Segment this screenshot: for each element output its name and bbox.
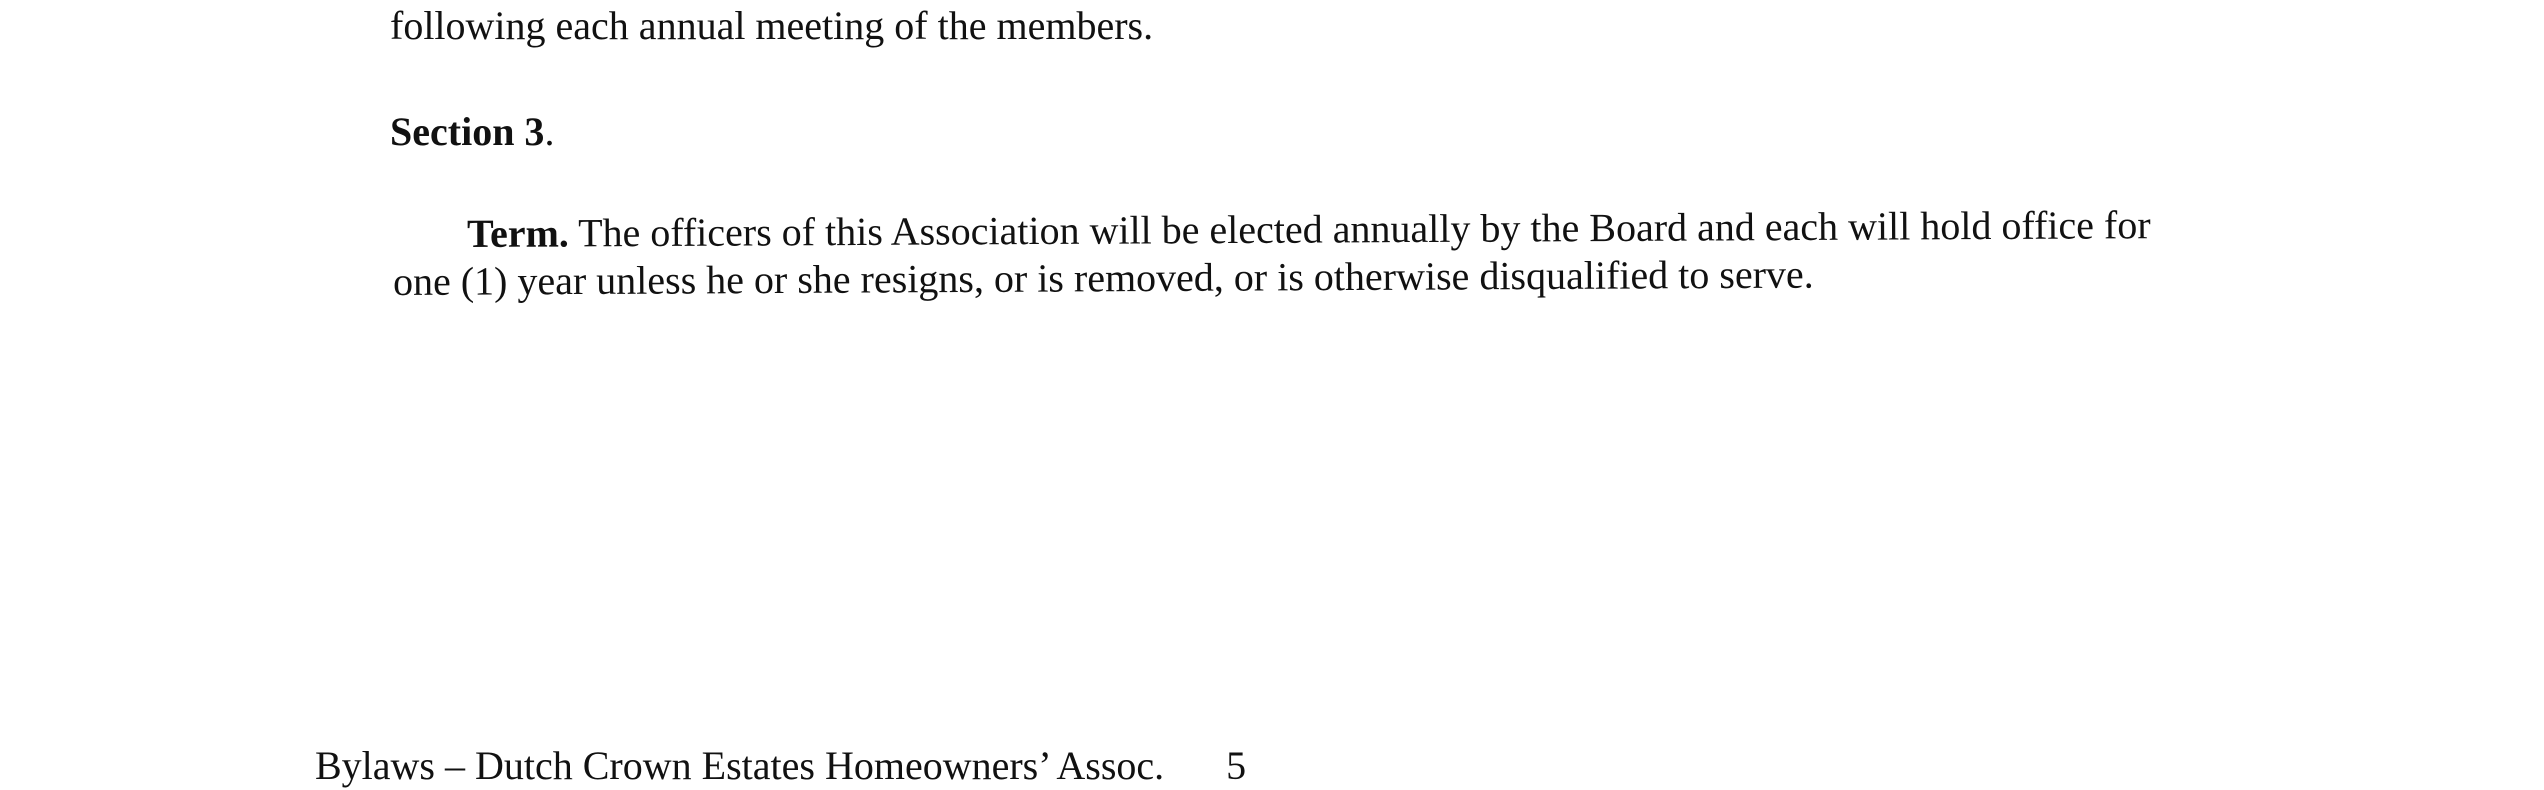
section-heading — [390, 108, 554, 156]
term-text-line-1: The officers of this Association will be elected annually by the Board and each will hold office for — [568, 202, 2151, 256]
section-heading-label: Section 3 — [390, 109, 545, 154]
term-paragraph-line-2: one (1) year unless he or she resigns, or is removed, or is otherwise disqualified to serve. — [392, 251, 1814, 304]
section-heading-period: . — [544, 109, 555, 154]
page-footer — [315, 742, 1246, 790]
continuation-line: following each annual meeting of the members. — [390, 3, 1154, 48]
term-paragraph-line-1 — [467, 201, 2151, 258]
term-lead: Term. — [466, 210, 569, 256]
footer-text: Bylaws – Dutch Crown Estates Homeowners’ Assoc. — [315, 743, 1165, 788]
page-number: 5 — [1226, 743, 1247, 788]
